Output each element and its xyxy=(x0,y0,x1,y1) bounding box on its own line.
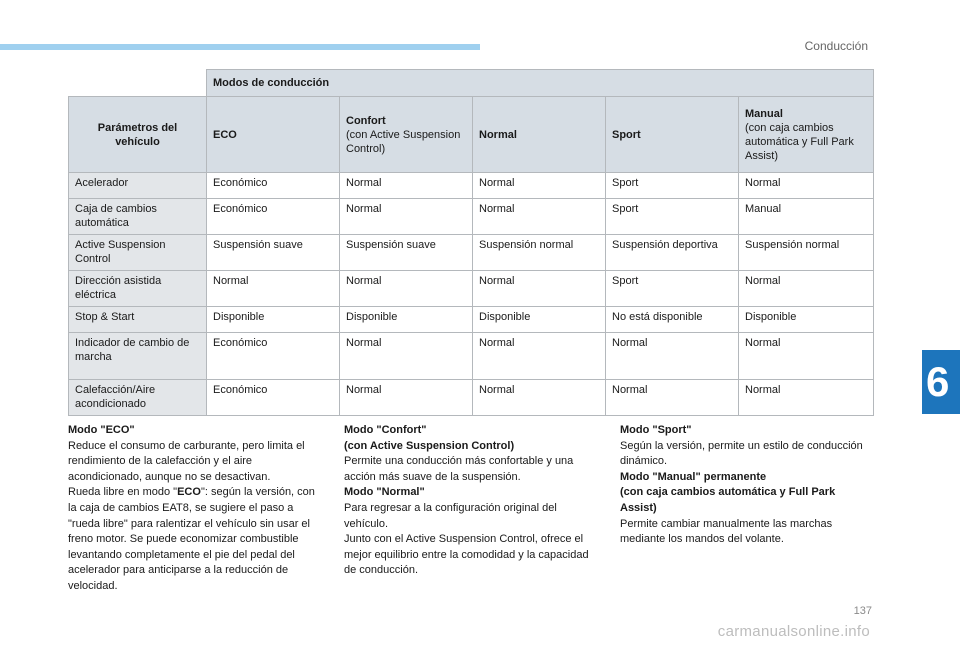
row-label: Dirección asistida eléctrica xyxy=(69,271,207,307)
confort-subtitle: (con Active Suspension Control) xyxy=(344,439,515,452)
row-label: Stop & Start xyxy=(69,307,207,333)
table-cell: Normal xyxy=(340,380,473,416)
table-row xyxy=(69,307,874,333)
table-cell: Normal xyxy=(606,333,739,380)
manual-title: Modo "Manual" permanente xyxy=(620,470,767,483)
mode-header-normal xyxy=(473,97,606,173)
eco-body: Reduce el consumo de carburante, pero limita el rendimiento de la calefacción y el aire acondicionado, aunque no se desactivan. xyxy=(68,439,305,483)
table-row xyxy=(69,235,874,271)
table-row xyxy=(69,271,874,307)
row-label: Caja de cambios automática xyxy=(69,199,207,235)
sport-manual-text-column xyxy=(620,423,870,548)
mode-header-eco xyxy=(207,97,340,173)
row-label: Calefacción/Aire acondicionado xyxy=(69,380,207,416)
table-row xyxy=(69,380,874,416)
row-label: Acelerador xyxy=(69,173,207,199)
row-label: Active Suspension Control xyxy=(69,235,207,271)
watermark: carmanualsonline.info xyxy=(717,623,870,640)
mode-sub: (con Active Suspension Control) xyxy=(346,128,461,155)
table-cell: Disponible xyxy=(739,307,874,333)
param-header: Parámetros del vehículo xyxy=(69,97,207,173)
table-cell: Normal xyxy=(739,333,874,380)
sport-title: Modo "Sport" xyxy=(620,424,692,436)
table-cell: Económico xyxy=(207,333,340,380)
table-cell: Normal xyxy=(606,380,739,416)
table-cell: Suspensión suave xyxy=(207,235,340,271)
table-cell: Sport xyxy=(606,199,739,235)
table-cell: Económico xyxy=(207,199,340,235)
table-cell: Normal xyxy=(340,333,473,380)
table-cell: Normal xyxy=(739,173,874,199)
row-label: Indicador de cambio de marcha xyxy=(69,333,207,380)
table-cell: Manual xyxy=(739,199,874,235)
table-cell: Económico xyxy=(207,380,340,416)
table-cell: Suspensión normal xyxy=(739,235,874,271)
mode-header-confort xyxy=(340,97,473,173)
driving-modes-table xyxy=(68,69,874,416)
table-cell: Normal xyxy=(739,271,874,307)
table-cell: Disponible xyxy=(207,307,340,333)
normal-body: Para regresar a la configuración original del vehículo. xyxy=(344,501,557,530)
table-cell: Normal xyxy=(473,333,606,380)
table-cell: Disponible xyxy=(473,307,606,333)
table-cell: Normal xyxy=(473,173,606,199)
table-cell: Sport xyxy=(606,173,739,199)
normal-title: Modo "Normal" xyxy=(344,486,425,499)
table-cell: Normal xyxy=(340,199,473,235)
table-row xyxy=(69,173,874,199)
table-cell: Normal xyxy=(473,271,606,307)
eco-title: Modo "ECO" xyxy=(68,424,135,436)
table-cell: No está disponible xyxy=(606,307,739,333)
table-row xyxy=(69,199,874,235)
table-cell: Económico xyxy=(207,173,340,199)
table-cell: Suspensión deportiva xyxy=(606,235,739,271)
top-accent-bar xyxy=(0,44,480,50)
confort-body: Permite una conducción más confortable y una acción más suave de la suspensión. xyxy=(344,455,574,483)
table-cell: Normal xyxy=(473,199,606,235)
table-cell: Normal xyxy=(473,380,606,416)
eco-mode-name: ECO xyxy=(177,486,201,499)
mode-sub: (con caja cambios automática y Full Park Assist) xyxy=(745,121,854,162)
eco-freewheel-paragraph xyxy=(68,485,322,594)
chapter-tab: 6 xyxy=(922,350,960,414)
table-cell: Sport xyxy=(606,271,739,307)
mode-name: Normal xyxy=(479,128,517,141)
confort-normal-text-column xyxy=(344,423,602,579)
confort-title: Modo "Confort" xyxy=(344,424,427,436)
normal-body: Junto con el Active Suspension Control, ofrece el mejor equilibrio entre la comodidad y la capacidad de conducción. xyxy=(344,533,589,577)
table-corner xyxy=(69,70,207,97)
manual-subtitle: (con caja cambios automática y Full Park Assist) xyxy=(620,486,836,514)
table-cell: Normal xyxy=(207,271,340,307)
mode-header-sport xyxy=(606,97,739,173)
page-number: 137 xyxy=(853,605,872,617)
table-cell: Normal xyxy=(739,380,874,416)
mode-name: Sport xyxy=(612,128,641,141)
table-cell: Suspensión suave xyxy=(340,235,473,271)
sport-body: Según la versión, permite un estilo de conducción dinámico. xyxy=(620,439,863,468)
section-title: Conducción xyxy=(804,39,868,53)
eco-text: ": según la versión, con la caja de cambios EAT8, se sugiere el paso a "rueda libre" para ralentizar el vehículo sin usar el freno motor. Se puede economizar combustible levantando completamente el pie del pedal del acelerador para anticiparse a la reducción de velocidad. xyxy=(68,486,315,592)
group-header: Modos de conducción xyxy=(207,70,874,97)
mode-name: Manual xyxy=(745,107,783,120)
table-cell: Normal xyxy=(340,173,473,199)
table-cell: Disponible xyxy=(340,307,473,333)
table-row xyxy=(69,333,874,380)
mode-header-manual xyxy=(739,97,874,173)
manual-body: Permite cambiar manualmente las marchas mediante los mandos del volante. xyxy=(620,517,833,546)
eco-text: Rueda libre en modo " xyxy=(68,486,178,499)
eco-text-column xyxy=(68,423,322,595)
mode-name: ECO xyxy=(213,128,237,141)
table-cell: Suspensión normal xyxy=(473,235,606,271)
mode-name: Confort xyxy=(346,114,386,127)
table-cell: Normal xyxy=(340,271,473,307)
